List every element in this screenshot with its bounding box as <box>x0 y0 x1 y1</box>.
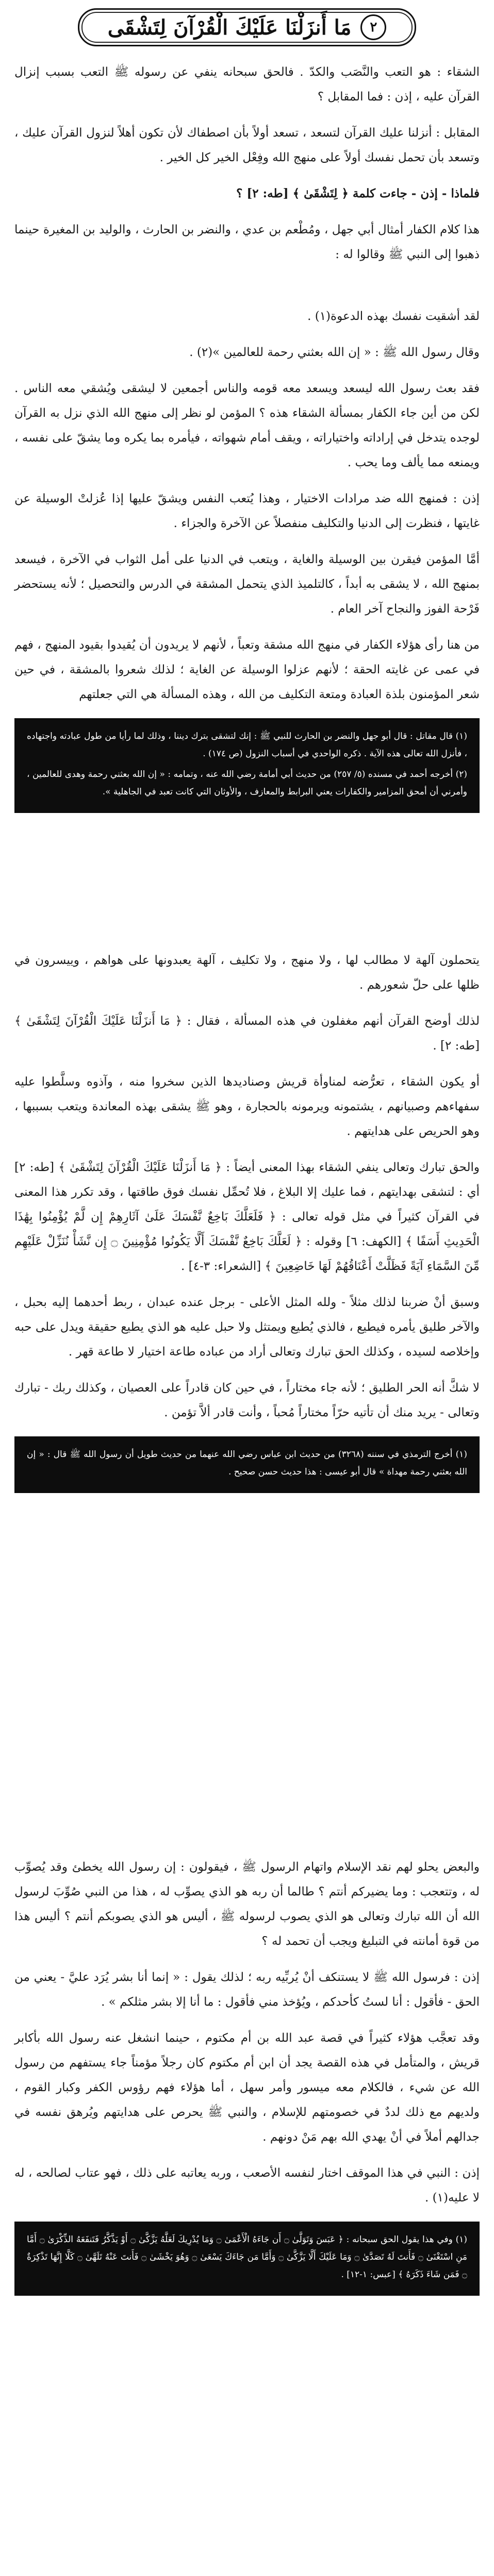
paragraph: وسبق أنْ ضربنا لذلك مثلاً - ولله المثل الأعلى - برجل عنده عبدان ، ربط أحدهما إليه بحبل ، والآخر طليق يأمره فيطيع ، فالذي يُطيع ويمتثل ولا حبل عليه هو الذي يطيع حقيقة ويدل على حبه وإخلاصه لسيده ، وكذلك الحق تبارك وتعالى أراد من عباده طاعة اختيار لا طاعة قهر . <box>14 1296 480 1359</box>
footnotes-block <box>14 1436 480 1493</box>
verse-title: مَا أَنزَلْنَا عَلَيْكَ الْقُرْآنَ لِتَشْقَى <box>107 15 352 40</box>
paragraph: هذا كلام الكفار أمثال أبي جهل ، ومُطْعم بن عدي ، والنضر بن الحارث ، والوليد بن المغيرة حينما ذهبوا إلى النبي ﷺ وقالوا له : <box>14 223 480 261</box>
paragraph: والحق تبارك وتعالى ينفي الشقاء بهذا المعنى أيضاً : ﴿ مَا أَنزَلْنَا عَلَيْكَ الْقُرْآنَ لِتَشْقَىٰ ﴾ [طه: ٢] أي : لتشقى بهدايتهم ، فما عليك إلا البلاغ ، فلا تُحمِّل نفسك فوق طاقتها ، وقد تكرر هذا المعنى في القرآن كثيراً في مثل قوله تعالى : ﴿ فَلَعَلَّكَ بَاخِعٌ نَّفْسَكَ عَلَىٰ آثَارِهِمْ إِن لَّمْ يُؤْمِنُوا بِهَٰذَا الْحَدِيثِ أَسَفًا ﴾ [الكهف: ٦] وقوله : ﴿ لَعَلَّكَ بَاخِعٌ نَّفْسَكَ أَلَّا يَكُونُوا مُؤْمِنِينَ ۝ إِن نَّشَأْ نُنَزِّلْ عَلَيْهِم مِّنَ السَّمَاءِ آيَةً فَظَلَّتْ أَعْنَاقُهُمْ لَهَا خَاضِعِينَ ﴾ [الشعراء: ٣-٤] . <box>14 1161 480 1273</box>
paragraph: من هنا رأى هؤلاء الكفار في منهج الله مشقة وتعباً ، لأنهم لا يريدون أن يُقيدوا بقيود المنهج ، فهم في عمى عن غايته الحقة ؛ لأنهم عزلوا الوسيلة عن الغاية ؛ لذلك شعروا بالمشقة ، في حين شعر المؤمنون بلذة العبادة ومتعة التكليف من الله ، وهذه المسألة هي التي جعلتهم <box>14 638 480 701</box>
paragraph: فلماذا - إذن - جاءت كلمة ﴿ لِتَشْقَىٰ ﴾ [طه: ٢] ؟ <box>236 187 480 200</box>
paragraph: والبعض يحلو لهم نقد الإسلام واتهام الرسول ﷺ ، فيقولون : إن رسول الله يخطئ وقد يُصوِّب له ، وتتعجب : وما يضيركم أنتم ؟ طالما أن ربه هو الذي يصوِّب له ، هذا من النبي صُوِّبَ لرسول الله أن الله تبارك وتعالى هو الذي يصوب لرسوله ﷺ ، أليس هو الذي يصوبكم أنتم ؟ أليس هذا من قوة أمانته في التبليغ ويجب أن تحمد له ؟ <box>14 1860 480 1948</box>
paragraph: لا شكَّ أنه الحر الطليق ؛ لأنه جاء مختاراً ، في حين كان قادراً على العصيان ، وكذلك ربك - تبارك وتعالى - يريد منك أن تأتيه حرّاً مختاراً مُحباً ، وأنت قادر ألاَّ تؤمن . <box>14 1381 480 1419</box>
paragraph: الشقاء : هو التعب والنَّصَب والكدّ . فالحق سبحانه ينفي عن رسوله ﷺ التعب بسبب إنزال القرآن عليه ، إذن : فما المقابل ؟ <box>14 65 480 104</box>
paragraph: فقد بعث رسول الله ليسعد ويسعد معه قومه والناس أجمعين لا ليشقى ويُشقي معه الناس . لكن من أين جاء الكفار بمسألة الشقاء هذه ؟ المؤمن لو نظر إلى منهج الله الذي نزل به القرآن لوجده يتدخل في إراداته واختياراته ، ويقف أمام شهواته ، فيأمره بما يكره وما يشقّ على نفسه ، ويمنعه مما يألف وما يحب . <box>14 382 480 469</box>
paragraph: لذلك أوضح القرآن أنهم مغفلون في هذه المسألة ، فقال : ﴿ مَا أَنزَلْنَا عَلَيْكَ الْقُرْآنَ لِتَشْقَىٰ ﴾ [طه: ٢] . <box>14 1014 480 1053</box>
section-3 <box>14 948 480 1509</box>
paragraph: إذن : فرسول الله ﷺ لا يستنكف أنْ يُربِّيه ربه ؛ لذلك يقول : « إنما أنا بشر يُرَد عليَّ - يعني من الحق - فأقول : أنا لستُ كأحدكم ، ويُؤخذ مني فأقول : ما أنا إلا بشر مثلكم » . <box>14 1971 480 2009</box>
section-4 <box>14 1855 480 2311</box>
section-1 <box>14 5 480 278</box>
footnote: (١) وفي هذا يقول الحق سبحانه : ﴿ عَبَسَ وَتَوَلَّىٰ ۝ أَن جَاءَهُ الْأَعْمَىٰ ۝ وَمَا يُدْرِيكَ لَعَلَّهُ يَزَّكَّىٰ ۝ أَوْ يَذَّكَّرُ فَتَنفَعَهُ الذِّكْرَىٰ ۝ أَمَّا مَنِ اسْتَغْنَىٰ ۝ فَأَنتَ لَهُ تَصَدَّىٰ ۝ وَمَا عَلَيْكَ أَلَّا يَزَّكَّىٰ ۝ وَأَمَّا مَن جَاءَكَ يَسْعَىٰ ۝ وَهُوَ يَخْشَىٰ ۝ فَأَنتَ عَنْهُ تَلَهَّىٰ ۝ كَلَّا إِنَّهَا تَذْكِرَةٌ ۝ فَمَن شَاءَ ذَكَرَهُ ﴾ [عبس: ١-١٢] . <box>27 2234 468 2280</box>
footnote: (٢) أخرجه أحمد في مسنده (٥/ ٢٥٧) من حديث أبي أمامة رضي الله عنه ، وتمامه : « إن الله بعثني رحمة وهدى للعالمين ، وأمرني أن أمحق المزامير والكفارات يعني البرابط والمعازف ، والأوثان التي كانت تعبد في الجاهلية ». <box>27 769 467 797</box>
paragraph: لقد أشقيت نفسك بهذه الدعوة(١) . <box>307 310 480 323</box>
paragraph: أمَّا المؤمن فيقرن بين الوسيلة والغاية ، ويتعب في الدنيا على أمل الثواب في الآخرة ، فيسعد بمنهج الله ، لا يشقى به أبداً ، كالتلميذ الذي يتحمل المشقة في الدرس والتحصيل ؛ لأنه يستحضر فَرْحة الفوز والنجاح آخر العام . <box>14 553 480 616</box>
paragraph: إذن : النبي في هذا الموقف اختار لنفسه الأصعب ، وربه يعاتبه على ذلك ، فهو عتاب لصالحه ، له لا عليه(١) . <box>14 2166 480 2205</box>
paragraph: المقابل : أنزلنا عليك القرآن لتسعد ، تسعد أولاً بأن اصطفاك لأن تكون أهلاً لنزول القرآن عليك ، وتسعد بأن تحمل نفسك أولاً على منهج الله وفِعْل الخير كل الخير . <box>14 126 480 164</box>
verse-banner <box>78 8 416 46</box>
paragraph: إذن : فمنهج الله ضد مرادات الاختيار ، وهذا يُتعب النفس ويشقّ عليها إذا عُزلتْ الوسيلة عن غايتها ، فنظرت إلى الدنيا والتكليف منفصلاً عن الآخرة والجزاء . <box>14 492 480 530</box>
paragraph: يتحملون آلهة لا مطالب لها ، ولا منهج ، ولا تكليف ، آلهة يعبدونها على هواهم ، وييسرون في ظلها على حلّ شعورهم . <box>14 954 480 992</box>
footnotes-block <box>14 2222 480 2296</box>
verse-number-badge: ٢ <box>360 14 386 40</box>
paragraph: وقد تعجَّب هؤلاء كثيراً في قصة عبد الله بن أم مكتوم ، حينما انشغل عنه رسول الله بأكابر قريش ، والمتأمل في هذه القصة يجد أن ابن أم مكتوم كان رجلاً مؤمناً جاء يستفهم من رسول الله عن شيء ، فالكلام معه ميسور وأمر سهل ، أما هؤلاء فهم رؤوس الكفر وكبار القوم ، ولديهم مع ذلك لددٌ في خصومتهم للإسلام ، والنبي ﷺ يحرص على هدايتهم ويُرهق نفسه في جدالهم أملاً في أنْ يهدي الله بهم مَنْ دونهم . <box>14 2031 480 2144</box>
paragraph: أو يكون الشقاء ، تعرُّضه لمناوأة قريش وصناديدها الذين سخروا منه ، وآذوه وسلَّطوا عليه سفهاءهم وصبيانهم ، يشتمونه ويرمونه بالحجارة ، وهو ﷺ يشقى بهذه المعاندة ويتعب بسببها ، وهو الحريص على هدايتهم . <box>14 1075 480 1138</box>
section-5 <box>14 2555 480 2576</box>
footnote: (١) قال مقاتل : قال أبو جهل والنضر بن الحارث للنبي ﷺ : إنك لتشقى بترك ديننا ، وذلك لما رأيا من طول عبادته واجتهاده ، فأنزل الله تعالى هذه الآية . ذكره الواحدي في أسباب النزول (ص ١٧٤) . <box>27 731 467 759</box>
footnote: (١) أخرج الترمذي في سننه (٣٢٦٨) من حديث ابن عباس رضي الله عنهما من حديث طويل أن رسول الله ﷺ قال : « إن الله بعثني رحمة مهداة » قال أبو عيسى : هذا حديث حسن صحيح . <box>27 1449 467 1477</box>
section-2 <box>14 304 480 828</box>
paragraph: وقال رسول الله ﷺ : « إن الله بعثني رحمة للعالمين »(٢) . <box>189 346 480 359</box>
footnotes-block <box>14 718 480 813</box>
